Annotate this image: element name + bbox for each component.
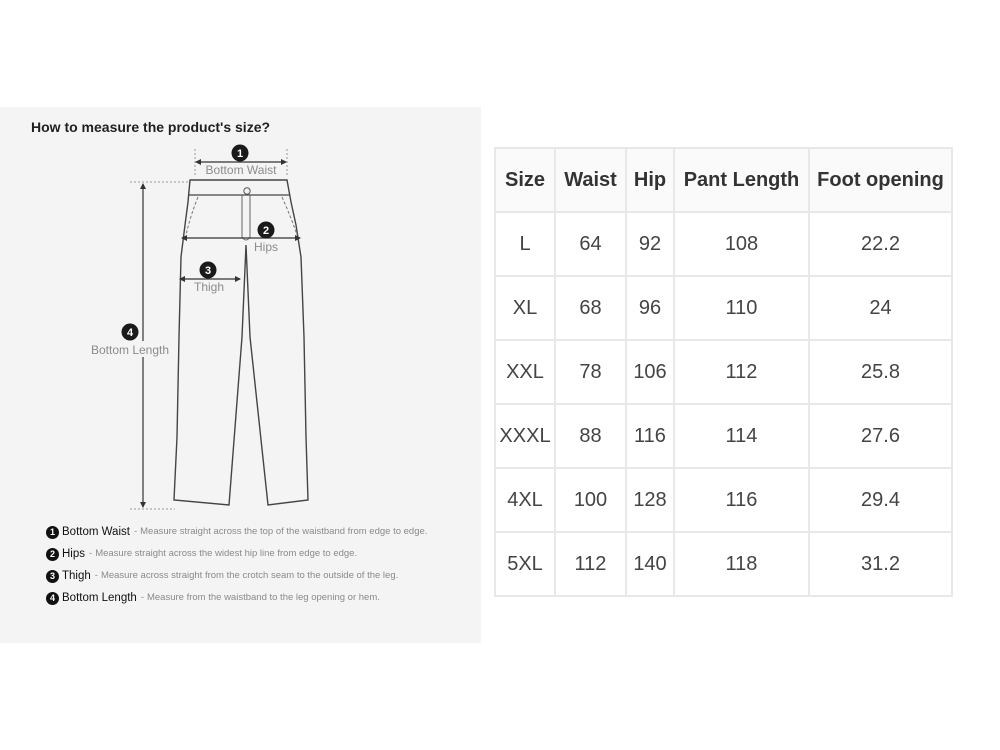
thigh-label: Thigh xyxy=(193,280,225,294)
bottom-length-label: Bottom Length xyxy=(90,343,170,357)
cell-size: XXL xyxy=(495,340,555,404)
cell-pant-length: 112 xyxy=(674,340,809,404)
cell-waist: 100 xyxy=(555,468,626,532)
table-row xyxy=(495,532,952,596)
legend-number-4: 4 xyxy=(46,592,59,605)
table-row xyxy=(495,340,952,404)
measure-guide-panel xyxy=(0,107,481,643)
table-row xyxy=(495,276,952,340)
cell-foot-opening: 25.8 xyxy=(809,340,952,404)
header-hip: Hip xyxy=(626,148,674,212)
legend-description: Measure from the waistband to the leg opening or hem. xyxy=(146,592,380,604)
button xyxy=(244,188,250,194)
cell-size: L xyxy=(495,212,555,276)
cell-pant-length: 108 xyxy=(674,212,809,276)
legend-term: Thigh xyxy=(62,570,91,583)
table-row xyxy=(495,212,952,276)
size-chart-table xyxy=(494,147,953,597)
legend-item-hips: 2 Hips - Measure straight across the widest hip line from edge to edge. xyxy=(46,547,357,561)
legend-item-thigh: 3 Thigh - Measure across straight from the crotch seam to the outside of the leg. xyxy=(46,569,398,583)
cell-size: 5XL xyxy=(495,532,555,596)
cell-foot-opening: 24 xyxy=(809,276,952,340)
cell-foot-opening: 27.6 xyxy=(809,404,952,468)
legend-number-3: 3 xyxy=(46,570,59,583)
table-row xyxy=(495,468,952,532)
cell-foot-opening: 31.2 xyxy=(809,532,952,596)
legend-item-bottom-length: 4 Bottom Length - Measure from the waistband to the leg opening or hem. xyxy=(46,591,380,605)
cell-waist: 64 xyxy=(555,212,626,276)
cell-hip: 116 xyxy=(626,404,674,468)
legend-number-2: 2 xyxy=(46,548,59,561)
header-foot-opening: Foot opening xyxy=(809,148,952,212)
cell-waist: 112 xyxy=(555,532,626,596)
bottom-waist-label: Bottom Waist xyxy=(205,163,277,177)
header-size: Size xyxy=(495,148,555,212)
header-pant-length: Pant Length xyxy=(674,148,809,212)
svg-text:2: 2 xyxy=(262,225,270,237)
cell-size: 4XL xyxy=(495,468,555,532)
cell-hip: 106 xyxy=(626,340,674,404)
svg-text:4: 4 xyxy=(126,327,134,339)
legend-term: Hips xyxy=(62,548,86,561)
legend-number-1: 1 xyxy=(46,526,59,539)
cell-waist: 88 xyxy=(555,404,626,468)
fly-seam xyxy=(242,195,250,240)
cell-size: XXXL xyxy=(495,404,555,468)
guide-title: How to measure the product's size? xyxy=(31,119,271,135)
cell-waist: 78 xyxy=(555,340,626,404)
cell-foot-opening: 29.4 xyxy=(809,468,952,532)
cell-hip: 128 xyxy=(626,468,674,532)
cell-pant-length: 116 xyxy=(674,468,809,532)
legend-description: Measure straight across the widest hip line from edge to edge. xyxy=(95,548,358,560)
table-row xyxy=(495,404,952,468)
hips-label: Hips xyxy=(253,240,279,254)
legend-term: Bottom Length xyxy=(62,592,137,605)
cell-pant-length: 110 xyxy=(674,276,809,340)
cell-pant-length: 114 xyxy=(674,404,809,468)
svg-text:3: 3 xyxy=(204,265,212,277)
legend-item-bottom-waist: 1 Bottom Waist - Measure straight across the top of the waistband from edge to edge. xyxy=(46,525,427,539)
cell-hip: 140 xyxy=(626,532,674,596)
cell-hip: 92 xyxy=(626,212,674,276)
legend-term: Bottom Waist xyxy=(62,526,130,539)
pants-diagram xyxy=(0,107,481,527)
table-header-row xyxy=(495,148,952,212)
legend-description: Measure straight across the top of the waistband from edge to edge. xyxy=(140,526,428,538)
cell-pant-length: 118 xyxy=(674,532,809,596)
pants-outline xyxy=(174,180,308,505)
cell-waist: 68 xyxy=(555,276,626,340)
legend-description: Measure across straight from the crotch seam to the outside of the leg. xyxy=(100,570,399,582)
header-waist: Waist xyxy=(555,148,626,212)
cell-hip: 96 xyxy=(626,276,674,340)
svg-text:1: 1 xyxy=(236,148,244,160)
cell-foot-opening: 22.2 xyxy=(809,212,952,276)
cell-size: XL xyxy=(495,276,555,340)
